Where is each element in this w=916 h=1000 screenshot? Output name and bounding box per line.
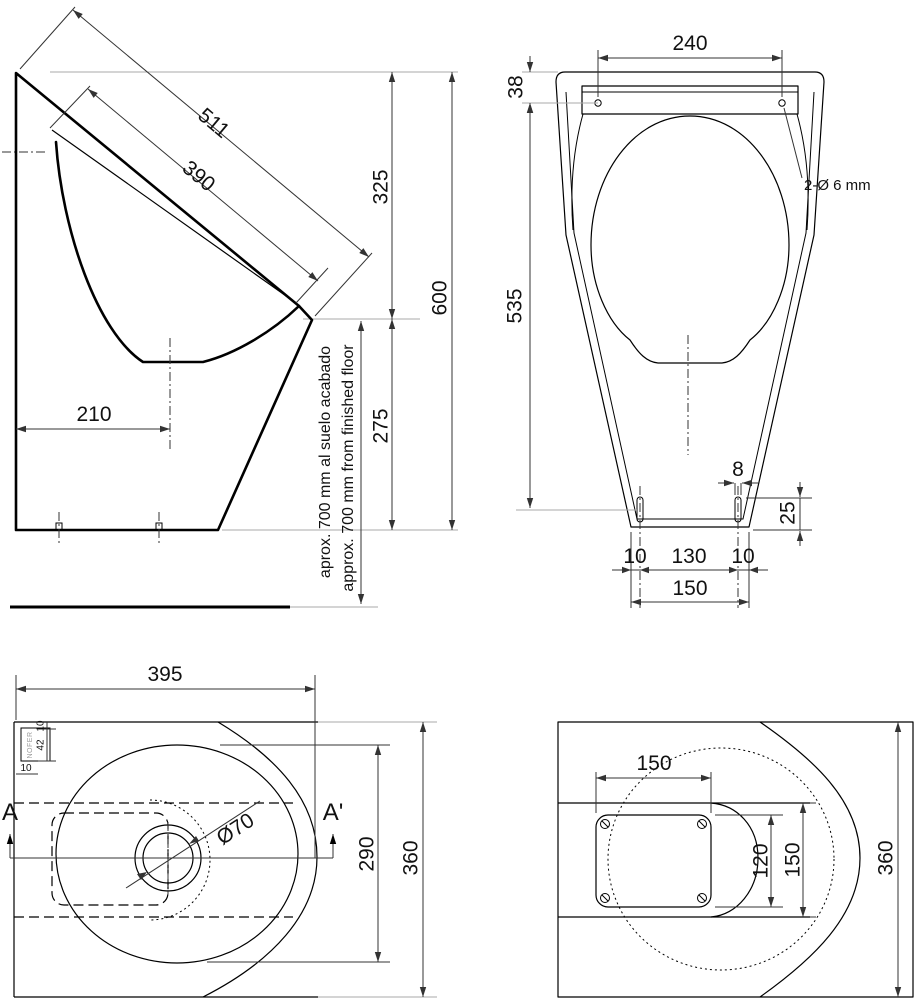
dim-130: 130 bbox=[671, 545, 707, 568]
dim-42: 42 bbox=[35, 739, 47, 751]
dim-360-plan: 360 bbox=[399, 840, 423, 876]
dim-240: 240 bbox=[672, 32, 708, 55]
dim-390: 390 bbox=[177, 156, 220, 197]
dim-10-top: 10 bbox=[35, 720, 47, 732]
dim-395: 395 bbox=[147, 663, 183, 686]
dim-150-recess: 150 bbox=[781, 842, 805, 878]
dim-120: 120 bbox=[749, 843, 773, 879]
dim-25: 25 bbox=[776, 501, 800, 525]
label-section-a-prime: A' bbox=[322, 799, 344, 826]
dim-360-bottom: 360 bbox=[874, 840, 898, 876]
note-holes: 2-Ø 6 mm bbox=[804, 177, 871, 194]
dim-210: 210 bbox=[76, 403, 112, 426]
note-700mm-en: approx. 700 mm from finished floor bbox=[340, 344, 358, 592]
dim-535: 535 bbox=[503, 288, 527, 324]
note-700mm-es: aprox. 700 mm al suelo acabado bbox=[317, 345, 335, 579]
dim-150-plate: 150 bbox=[636, 752, 672, 775]
dim-511: 511 bbox=[193, 103, 234, 143]
dim-38: 38 bbox=[504, 75, 528, 99]
logo-nofer: NOFER bbox=[26, 731, 34, 759]
dim-275: 275 bbox=[369, 408, 393, 444]
dim-8: 8 bbox=[732, 458, 744, 481]
dim-dia70: Ø70 bbox=[212, 808, 259, 850]
dim-600: 600 bbox=[428, 280, 452, 316]
dim-10-right: 10 bbox=[731, 545, 755, 568]
dim-10-side: 10 bbox=[20, 763, 32, 774]
label-section-a: A bbox=[1, 799, 19, 826]
dim-290: 290 bbox=[355, 836, 379, 872]
dim-325: 325 bbox=[369, 169, 393, 205]
dim-10-left: 10 bbox=[623, 545, 647, 568]
dim-150-bottom: 150 bbox=[672, 577, 708, 600]
